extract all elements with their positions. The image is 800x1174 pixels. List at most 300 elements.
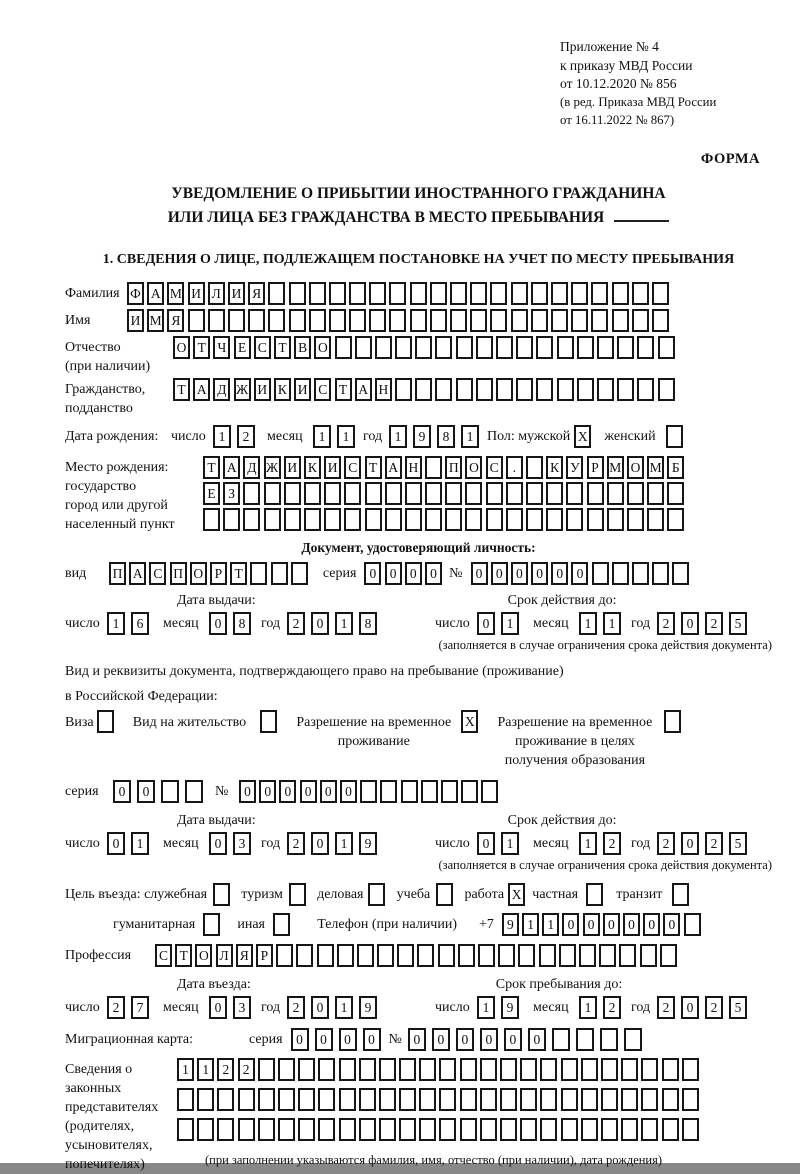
permit-valid-month-boxes-cell[interactable]: 2	[603, 832, 621, 855]
surname-boxes-cell[interactable]	[652, 282, 669, 305]
doc-series-boxes-cell[interactable]: 0	[405, 562, 422, 585]
permit-issue-year-boxes-cell[interactable]: 0	[311, 832, 329, 855]
birth-month-boxes-cell[interactable]: 1	[337, 425, 355, 448]
representatives-boxes-row2-cell[interactable]	[419, 1088, 436, 1111]
birthplace-boxes-row3-cell[interactable]	[365, 508, 382, 531]
representatives-boxes-row2-cell[interactable]	[379, 1088, 396, 1111]
phone-boxes-cell[interactable]: 0	[603, 913, 620, 936]
representatives-boxes-row3-cell[interactable]	[500, 1118, 517, 1141]
patronymic-boxes-cell[interactable]: О	[314, 336, 331, 359]
residence-permit-checkbox-cell[interactable]	[260, 710, 277, 733]
representatives-boxes-row2-cell[interactable]	[258, 1088, 275, 1111]
profession-boxes-cell[interactable]	[559, 944, 576, 967]
firstname-boxes-cell[interactable]	[531, 309, 548, 332]
birthplace-boxes-row2-cell[interactable]	[365, 482, 382, 505]
firstname-boxes-cell[interactable]	[450, 309, 467, 332]
id-valid-day-boxes-cell[interactable]: 1	[501, 612, 519, 635]
citizenship-boxes-cell[interactable]	[496, 378, 513, 401]
temp-residence-checkbox-cell[interactable]: X	[461, 710, 478, 733]
birthplace-boxes-row2-cell[interactable]	[243, 482, 260, 505]
migration-number-boxes-cell[interactable]: 0	[408, 1028, 426, 1051]
id-valid-month-boxes-cell[interactable]: 1	[579, 612, 597, 635]
citizenship-boxes-cell[interactable]	[617, 378, 634, 401]
representatives-boxes-row2-cell[interactable]	[641, 1088, 658, 1111]
surname-boxes-cell[interactable]	[470, 282, 487, 305]
patronymic-boxes-cell[interactable]	[456, 336, 473, 359]
entry-year-boxes-cell[interactable]: 1	[335, 996, 353, 1019]
patronymic-boxes-cell[interactable]	[355, 336, 372, 359]
migration-number-boxes-cell[interactable]	[576, 1028, 594, 1051]
representatives-boxes-row1-cell[interactable]: 1	[177, 1058, 194, 1081]
firstname-boxes-cell[interactable]	[551, 309, 568, 332]
firstname-boxes-cell[interactable]	[591, 309, 608, 332]
phone-boxes-cell[interactable]: 9	[502, 913, 519, 936]
representatives-boxes-row1-cell[interactable]: 2	[217, 1058, 234, 1081]
firstname-boxes-cell[interactable]	[208, 309, 225, 332]
profession-boxes-cell[interactable]: Т	[175, 944, 192, 967]
patronymic-boxes-cell[interactable]	[617, 336, 634, 359]
firstname-boxes-cell[interactable]	[470, 309, 487, 332]
surname-boxes-cell[interactable]: Я	[248, 282, 265, 305]
representatives-boxes-row1-cell[interactable]	[480, 1058, 497, 1081]
profession-boxes-cell[interactable]	[317, 944, 334, 967]
birthplace-boxes-row3-cell[interactable]	[243, 508, 260, 531]
surname-boxes-cell[interactable]	[289, 282, 306, 305]
profession-boxes-cell[interactable]	[417, 944, 434, 967]
citizenship-boxes-cell[interactable]	[476, 378, 493, 401]
representatives-boxes-row1-cell[interactable]	[419, 1058, 436, 1081]
representatives-boxes-row1-cell[interactable]	[399, 1058, 416, 1081]
citizenship-boxes-cell[interactable]	[456, 378, 473, 401]
birthplace-boxes-row1-cell[interactable]: С	[486, 456, 503, 479]
id-valid-year-boxes-cell[interactable]: 2	[705, 612, 723, 635]
phone-boxes-cell[interactable]: 0	[623, 913, 640, 936]
representatives-boxes-row1-cell[interactable]	[258, 1058, 275, 1081]
citizenship-boxes-cell[interactable]: А	[355, 378, 372, 401]
birthplace-boxes-row2-cell[interactable]	[304, 482, 321, 505]
representatives-boxes-row2-cell[interactable]	[601, 1088, 618, 1111]
representatives-boxes-row3-cell[interactable]	[177, 1118, 194, 1141]
stay-day-boxes-cell[interactable]: 9	[501, 996, 519, 1019]
birthplace-boxes-row2-cell[interactable]	[284, 482, 301, 505]
firstname-boxes-cell[interactable]	[248, 309, 265, 332]
representatives-boxes-row3-cell[interactable]	[379, 1118, 396, 1141]
surname-boxes-cell[interactable]	[410, 282, 427, 305]
migration-series-boxes-cell[interactable]: 0	[315, 1028, 333, 1051]
entry-day-boxes-cell[interactable]: 7	[131, 996, 149, 1019]
birthplace-boxes-row2-cell[interactable]	[526, 482, 543, 505]
representatives-boxes-row2-cell[interactable]	[298, 1088, 315, 1111]
birthplace-boxes-row2-cell[interactable]	[264, 482, 281, 505]
permit-valid-year-boxes-cell[interactable]: 2	[657, 832, 675, 855]
birthplace-boxes-row1-cell[interactable]: А	[223, 456, 240, 479]
representatives-boxes-row2-cell[interactable]	[339, 1088, 356, 1111]
birthplace-boxes-row3-cell[interactable]	[566, 508, 583, 531]
birthplace-boxes-row1-cell[interactable]: К	[546, 456, 563, 479]
representatives-boxes-row3-cell[interactable]	[460, 1118, 477, 1141]
permit-number-boxes-cell[interactable]: 0	[300, 780, 317, 803]
surname-boxes-cell[interactable]: Л	[208, 282, 225, 305]
doc-number-boxes-cell[interactable]: 0	[511, 562, 528, 585]
surname-boxes-cell[interactable]	[430, 282, 447, 305]
representatives-boxes-row3-cell[interactable]	[258, 1118, 275, 1141]
phone-boxes-cell[interactable]: 0	[643, 913, 660, 936]
permit-issue-month-boxes-cell[interactable]: 0	[209, 832, 227, 855]
doc-type-boxes-cell[interactable]: С	[149, 562, 166, 585]
stay-day-boxes-cell[interactable]: 1	[477, 996, 495, 1019]
representatives-boxes-row2-cell[interactable]	[460, 1088, 477, 1111]
patronymic-boxes-cell[interactable]	[476, 336, 493, 359]
birthplace-boxes-row1-cell[interactable]: Б	[667, 456, 684, 479]
birth-year-boxes-cell[interactable]: 1	[461, 425, 479, 448]
permit-issue-day-boxes-cell[interactable]: 0	[107, 832, 125, 855]
representatives-boxes-row2-cell[interactable]	[520, 1088, 537, 1111]
permit-number-boxes-cell[interactable]	[401, 780, 418, 803]
birthplace-boxes-row3-cell[interactable]	[223, 508, 240, 531]
birthplace-boxes-row3-cell[interactable]	[284, 508, 301, 531]
purpose-transit-checkbox-cell[interactable]	[672, 883, 689, 906]
doc-number-boxes-cell[interactable]: 0	[571, 562, 588, 585]
birthplace-boxes-row3-cell[interactable]	[607, 508, 624, 531]
citizenship-boxes-cell[interactable]: И	[294, 378, 311, 401]
patronymic-boxes-cell[interactable]: О	[173, 336, 190, 359]
birthplace-boxes-row1-cell[interactable]	[425, 456, 442, 479]
birthplace-boxes-row3-cell[interactable]	[647, 508, 664, 531]
representatives-boxes-row3-cell[interactable]	[480, 1118, 497, 1141]
phone-boxes-cell[interactable]: 1	[522, 913, 539, 936]
patronymic-boxes-cell[interactable]: С	[254, 336, 271, 359]
birthplace-boxes-row3-cell[interactable]	[445, 508, 462, 531]
citizenship-boxes-cell[interactable]	[637, 378, 654, 401]
birthplace-boxes-row1-cell[interactable]: Д	[243, 456, 260, 479]
citizenship-boxes-cell[interactable]	[557, 378, 574, 401]
firstname-boxes-cell[interactable]	[490, 309, 507, 332]
patronymic-boxes-cell[interactable]	[536, 336, 553, 359]
sex-female-checkbox-cell[interactable]	[666, 425, 683, 448]
doc-number-boxes-cell[interactable]	[632, 562, 649, 585]
firstname-boxes-cell[interactable]	[369, 309, 386, 332]
permit-valid-year-boxes-cell[interactable]: 0	[681, 832, 699, 855]
profession-boxes-cell[interactable]	[518, 944, 535, 967]
representatives-boxes-row3-cell[interactable]	[419, 1118, 436, 1141]
sex-male-checkbox-cell[interactable]: X	[574, 425, 591, 448]
doc-number-boxes-cell[interactable]	[652, 562, 669, 585]
representatives-boxes-row1-cell[interactable]	[601, 1058, 618, 1081]
id-valid-year-boxes-cell[interactable]: 2	[657, 612, 675, 635]
representatives-boxes-row3-cell[interactable]	[641, 1118, 658, 1141]
temp-residence-edu-checkbox-cell[interactable]	[664, 710, 681, 733]
representatives-boxes-row1-cell[interactable]	[621, 1058, 638, 1081]
profession-boxes-cell[interactable]: Л	[216, 944, 233, 967]
representatives-boxes-row3-cell[interactable]	[581, 1118, 598, 1141]
birth-month-boxes-cell[interactable]: 1	[313, 425, 331, 448]
surname-boxes-cell[interactable]: Ф	[127, 282, 144, 305]
birthplace-boxes-row1-cell[interactable]: С	[344, 456, 361, 479]
birthplace-boxes-row1-cell[interactable]: О	[465, 456, 482, 479]
purpose-tourism-checkbox-cell[interactable]	[289, 883, 306, 906]
permit-number-boxes-cell[interactable]: 0	[259, 780, 276, 803]
citizenship-boxes-cell[interactable]	[415, 378, 432, 401]
permit-series-boxes-cell[interactable]: 0	[113, 780, 131, 803]
entry-year-boxes-cell[interactable]: 2	[287, 996, 305, 1019]
patronymic-boxes-cell[interactable]	[375, 336, 392, 359]
citizenship-boxes-cell[interactable]	[597, 378, 614, 401]
birth-year-boxes-cell[interactable]: 1	[389, 425, 407, 448]
doc-number-boxes-cell[interactable]	[592, 562, 609, 585]
patronymic-boxes-cell[interactable]: Ч	[213, 336, 230, 359]
firstname-boxes-cell[interactable]	[329, 309, 346, 332]
id-issue-day-boxes-cell[interactable]: 6	[131, 612, 149, 635]
representatives-boxes-row1-cell[interactable]	[641, 1058, 658, 1081]
profession-boxes-cell[interactable]: С	[155, 944, 172, 967]
doc-number-boxes-cell[interactable]: 0	[531, 562, 548, 585]
birthplace-boxes-row2-cell[interactable]	[566, 482, 583, 505]
representatives-boxes-row2-cell[interactable]	[439, 1088, 456, 1111]
permit-series-boxes-cell[interactable]	[161, 780, 179, 803]
phone-boxes-cell[interactable]: 1	[542, 913, 559, 936]
migration-number-boxes-cell[interactable]	[552, 1028, 570, 1051]
representatives-boxes-row1-cell[interactable]	[682, 1058, 699, 1081]
birthplace-boxes-row1-cell[interactable]: Т	[203, 456, 220, 479]
permit-series-boxes-cell[interactable]: 0	[137, 780, 155, 803]
representatives-boxes-row1-cell[interactable]	[439, 1058, 456, 1081]
birthplace-boxes-row2-cell[interactable]	[445, 482, 462, 505]
birthplace-boxes-row3-cell[interactable]	[425, 508, 442, 531]
birthplace-boxes-row2-cell[interactable]	[425, 482, 442, 505]
permit-number-boxes-cell[interactable]	[481, 780, 498, 803]
doc-number-boxes-cell[interactable]: 0	[551, 562, 568, 585]
representatives-boxes-row1-cell[interactable]	[561, 1058, 578, 1081]
patronymic-boxes-cell[interactable]	[557, 336, 574, 359]
id-issue-day-boxes-cell[interactable]: 1	[107, 612, 125, 635]
birthplace-boxes-row1-cell[interactable]: .	[506, 456, 523, 479]
citizenship-boxes-cell[interactable]	[658, 378, 675, 401]
representatives-boxes-row3-cell[interactable]	[540, 1118, 557, 1141]
birthplace-boxes-row2-cell[interactable]	[405, 482, 422, 505]
phone-boxes-cell[interactable]	[684, 913, 701, 936]
representatives-boxes-row3-cell[interactable]	[238, 1118, 255, 1141]
firstname-boxes-cell[interactable]: И	[127, 309, 144, 332]
birth-day-boxes-cell[interactable]: 2	[237, 425, 255, 448]
phone-boxes-cell[interactable]: 0	[562, 913, 579, 936]
permit-valid-year-boxes-cell[interactable]: 5	[729, 832, 747, 855]
birthplace-boxes-row3-cell[interactable]	[465, 508, 482, 531]
id-valid-day-boxes-cell[interactable]: 0	[477, 612, 495, 635]
purpose-official-checkbox-cell[interactable]	[213, 883, 230, 906]
surname-boxes-cell[interactable]: М	[167, 282, 184, 305]
representatives-boxes-row3-cell[interactable]	[339, 1118, 356, 1141]
citizenship-boxes-cell[interactable]: К	[274, 378, 291, 401]
permit-valid-day-boxes-cell[interactable]: 0	[477, 832, 495, 855]
firstname-boxes-cell[interactable]	[289, 309, 306, 332]
representatives-boxes-row2-cell[interactable]	[278, 1088, 295, 1111]
permit-valid-month-boxes-cell[interactable]: 1	[579, 832, 597, 855]
entry-month-boxes-cell[interactable]: 0	[209, 996, 227, 1019]
birthplace-boxes-row2-cell[interactable]: Е	[203, 482, 220, 505]
birthplace-boxes-row3-cell[interactable]	[486, 508, 503, 531]
representatives-boxes-row1-cell[interactable]: 1	[197, 1058, 214, 1081]
birthplace-boxes-row3-cell[interactable]	[304, 508, 321, 531]
birthplace-boxes-row3-cell[interactable]	[405, 508, 422, 531]
purpose-humanitarian-checkbox-cell[interactable]	[203, 913, 220, 936]
id-valid-year-boxes-cell[interactable]: 0	[681, 612, 699, 635]
stay-year-boxes-cell[interactable]: 2	[657, 996, 675, 1019]
surname-boxes-cell[interactable]	[309, 282, 326, 305]
profession-boxes-cell[interactable]	[397, 944, 414, 967]
patronymic-boxes-cell[interactable]	[335, 336, 352, 359]
profession-boxes-cell[interactable]: Р	[256, 944, 273, 967]
migration-series-boxes-cell[interactable]: 0	[339, 1028, 357, 1051]
doc-number-boxes-cell[interactable]	[672, 562, 689, 585]
id-issue-month-boxes-cell[interactable]: 0	[209, 612, 227, 635]
birthplace-boxes-row3-cell[interactable]	[546, 508, 563, 531]
migration-number-boxes-cell[interactable]	[624, 1028, 642, 1051]
citizenship-boxes-cell[interactable]	[577, 378, 594, 401]
id-issue-year-boxes-cell[interactable]: 8	[359, 612, 377, 635]
profession-boxes-cell[interactable]	[498, 944, 515, 967]
firstname-boxes-cell[interactable]	[571, 309, 588, 332]
profession-boxes-cell[interactable]	[478, 944, 495, 967]
representatives-boxes-row2-cell[interactable]	[359, 1088, 376, 1111]
permit-number-boxes-cell[interactable]	[461, 780, 478, 803]
birthplace-boxes-row3-cell[interactable]	[667, 508, 684, 531]
migration-number-boxes-cell[interactable]: 0	[432, 1028, 450, 1051]
firstname-boxes-cell[interactable]	[268, 309, 285, 332]
id-valid-year-boxes-cell[interactable]: 5	[729, 612, 747, 635]
profession-boxes-cell[interactable]	[296, 944, 313, 967]
phone-boxes-cell[interactable]: 0	[583, 913, 600, 936]
birthplace-boxes-row2-cell[interactable]	[587, 482, 604, 505]
surname-boxes-cell[interactable]	[591, 282, 608, 305]
profession-boxes-cell[interactable]	[660, 944, 677, 967]
citizenship-boxes-cell[interactable]: А	[193, 378, 210, 401]
entry-year-boxes-cell[interactable]: 9	[359, 996, 377, 1019]
birthplace-boxes-row2-cell[interactable]	[647, 482, 664, 505]
birthplace-boxes-row3-cell[interactable]	[587, 508, 604, 531]
birthplace-boxes-row3-cell[interactable]	[203, 508, 220, 531]
stay-year-boxes-cell[interactable]: 5	[729, 996, 747, 1019]
citizenship-boxes-cell[interactable]: Н	[375, 378, 392, 401]
birthplace-boxes-row3-cell[interactable]	[324, 508, 341, 531]
birthplace-boxes-row1-cell[interactable]: Н	[405, 456, 422, 479]
representatives-boxes-row2-cell[interactable]	[540, 1088, 557, 1111]
permit-issue-day-boxes-cell[interactable]: 1	[131, 832, 149, 855]
citizenship-boxes-cell[interactable]	[395, 378, 412, 401]
surname-boxes-cell[interactable]: И	[188, 282, 205, 305]
firstname-boxes-cell[interactable]	[188, 309, 205, 332]
birthplace-boxes-row3-cell[interactable]	[526, 508, 543, 531]
representatives-boxes-row1-cell[interactable]	[460, 1058, 477, 1081]
birthplace-boxes-row1-cell[interactable]: Ж	[264, 456, 281, 479]
birthplace-boxes-row1-cell[interactable]: И	[284, 456, 301, 479]
permit-issue-year-boxes-cell[interactable]: 9	[359, 832, 377, 855]
firstname-boxes-cell[interactable]	[410, 309, 427, 332]
representatives-boxes-row3-cell[interactable]	[520, 1118, 537, 1141]
surname-boxes-cell[interactable]	[632, 282, 649, 305]
birthplace-boxes-row2-cell[interactable]	[324, 482, 341, 505]
id-issue-month-boxes-cell[interactable]: 8	[233, 612, 251, 635]
doc-number-boxes-cell[interactable]	[612, 562, 629, 585]
representatives-boxes-row1-cell[interactable]	[520, 1058, 537, 1081]
purpose-other-checkbox-cell[interactable]	[273, 913, 290, 936]
citizenship-boxes-cell[interactable]	[435, 378, 452, 401]
surname-boxes-cell[interactable]	[369, 282, 386, 305]
representatives-boxes-row2-cell[interactable]	[621, 1088, 638, 1111]
citizenship-boxes-cell[interactable]: Ж	[234, 378, 251, 401]
permit-number-boxes-cell[interactable]: 0	[340, 780, 357, 803]
representatives-boxes-row2-cell[interactable]	[217, 1088, 234, 1111]
birthplace-boxes-row2-cell[interactable]	[344, 482, 361, 505]
birthplace-boxes-row2-cell[interactable]: З	[223, 482, 240, 505]
stay-year-boxes-cell[interactable]: 2	[705, 996, 723, 1019]
birthplace-boxes-row1-cell[interactable]: У	[566, 456, 583, 479]
representatives-boxes-row1-cell[interactable]	[278, 1058, 295, 1081]
purpose-work-checkbox-cell[interactable]: X	[508, 883, 525, 906]
representatives-boxes-row3-cell[interactable]	[298, 1118, 315, 1141]
profession-boxes-cell[interactable]: Я	[236, 944, 253, 967]
permit-number-boxes-cell[interactable]	[360, 780, 377, 803]
doc-type-boxes-cell[interactable]: Т	[230, 562, 247, 585]
doc-number-boxes-cell[interactable]: 0	[471, 562, 488, 585]
birthplace-boxes-row2-cell[interactable]	[667, 482, 684, 505]
birthplace-boxes-row2-cell[interactable]	[465, 482, 482, 505]
patronymic-boxes-cell[interactable]	[658, 336, 675, 359]
birthplace-boxes-row1-cell[interactable]: Т	[365, 456, 382, 479]
permit-number-boxes-cell[interactable]: 0	[239, 780, 256, 803]
birthplace-boxes-row1-cell[interactable]: М	[607, 456, 624, 479]
doc-type-boxes-cell[interactable]: П	[170, 562, 187, 585]
birthplace-boxes-row3-cell[interactable]	[385, 508, 402, 531]
firstname-boxes-cell[interactable]	[228, 309, 245, 332]
firstname-boxes-cell[interactable]	[612, 309, 629, 332]
surname-boxes-cell[interactable]	[329, 282, 346, 305]
stay-month-boxes-cell[interactable]: 1	[579, 996, 597, 1019]
doc-type-boxes-cell[interactable]: П	[109, 562, 126, 585]
birthplace-boxes-row1-cell[interactable]: М	[647, 456, 664, 479]
doc-type-boxes-cell[interactable]: А	[129, 562, 146, 585]
birthplace-boxes-row2-cell[interactable]	[607, 482, 624, 505]
birthplace-boxes-row1-cell[interactable]	[526, 456, 543, 479]
migration-number-boxes-cell[interactable]: 0	[504, 1028, 522, 1051]
representatives-boxes-row2-cell[interactable]	[581, 1088, 598, 1111]
surname-boxes-cell[interactable]	[571, 282, 588, 305]
patronymic-boxes-cell[interactable]: В	[294, 336, 311, 359]
birthplace-boxes-row2-cell[interactable]	[546, 482, 563, 505]
representatives-boxes-row1-cell[interactable]	[359, 1058, 376, 1081]
purpose-business-checkbox-cell[interactable]	[368, 883, 385, 906]
purpose-private-checkbox-cell[interactable]	[586, 883, 603, 906]
patronymic-boxes-cell[interactable]	[577, 336, 594, 359]
birthplace-boxes-row3-cell[interactable]	[506, 508, 523, 531]
migration-number-boxes-cell[interactable]: 0	[528, 1028, 546, 1051]
firstname-boxes-cell[interactable]	[309, 309, 326, 332]
firstname-boxes-cell[interactable]	[430, 309, 447, 332]
representatives-boxes-row2-cell[interactable]	[197, 1088, 214, 1111]
representatives-boxes-row3-cell[interactable]	[318, 1118, 335, 1141]
representatives-boxes-row3-cell[interactable]	[662, 1118, 679, 1141]
permit-series-boxes-cell[interactable]	[185, 780, 203, 803]
patronymic-boxes-cell[interactable]	[637, 336, 654, 359]
representatives-boxes-row3-cell[interactable]	[359, 1118, 376, 1141]
surname-boxes-cell[interactable]	[551, 282, 568, 305]
surname-boxes-cell[interactable]	[612, 282, 629, 305]
citizenship-boxes-cell[interactable]: Т	[335, 378, 352, 401]
representatives-boxes-row1-cell[interactable]	[339, 1058, 356, 1081]
profession-boxes-cell[interactable]	[276, 944, 293, 967]
surname-boxes-cell[interactable]	[349, 282, 366, 305]
profession-boxes-cell[interactable]	[438, 944, 455, 967]
migration-series-boxes-cell[interactable]: 0	[291, 1028, 309, 1051]
